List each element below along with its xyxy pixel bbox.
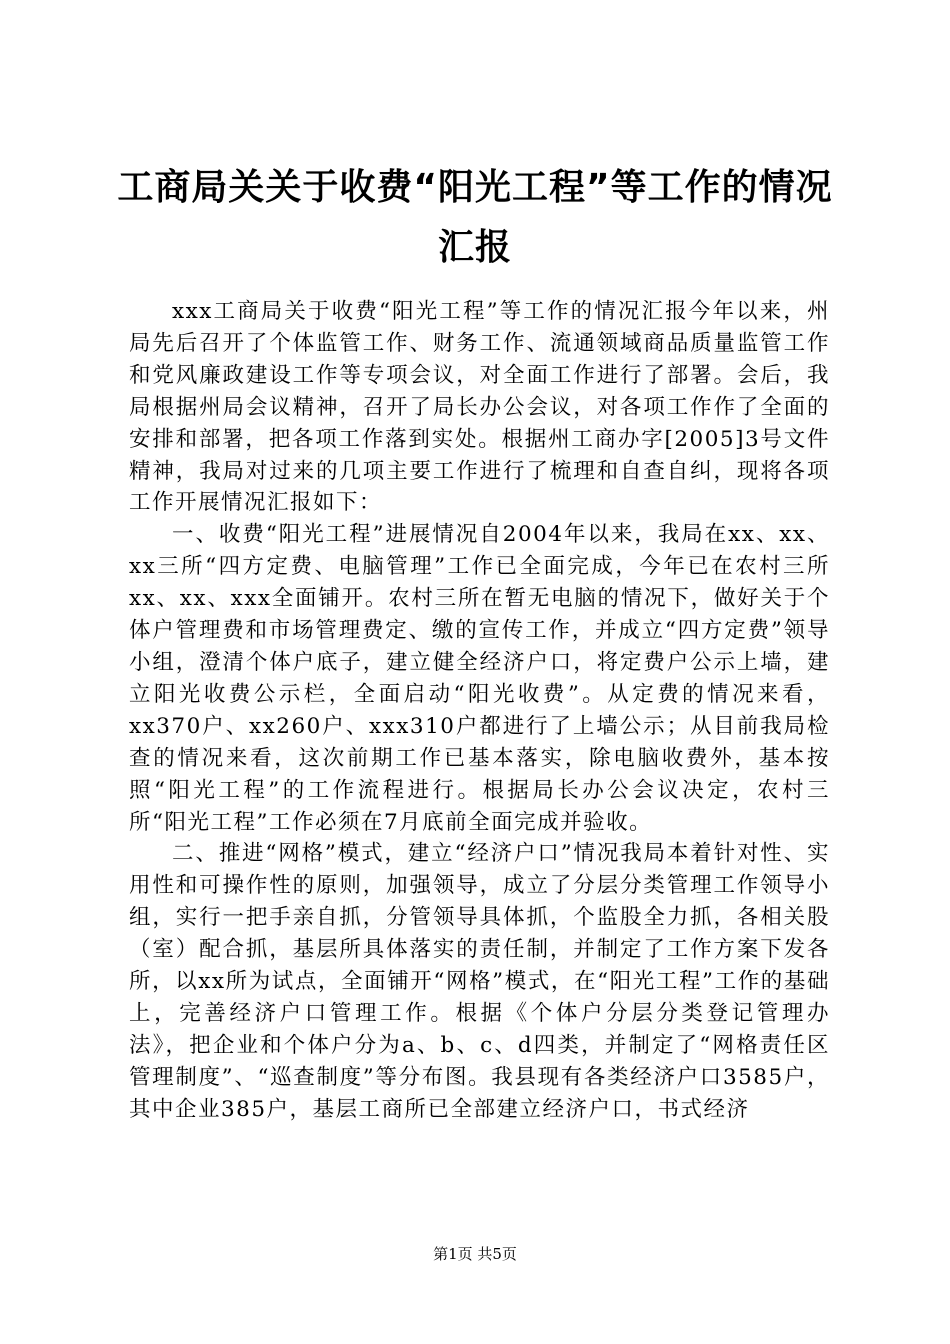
page-footer: 第1页 共5页	[433, 1245, 517, 1263]
document-title: 工商局关关于收费“阳光工程”等工作的情况汇报	[117, 167, 833, 268]
document-body	[129, 296, 830, 1126]
paragraph-intro: xxx工商局关于收费“阳光工程”等工作的情况汇报今年以来，州局先后召开了个体监管工作、财务工作、流通领域商品质量监管工作和党风廉政建设工作等专项会议，对全面工作进行了部署。会后，我局根据州局会议精神，召开了局长办公会议，对各项工作作了全面的安排和部署，把各项工作落到实处。根据州工商办字[2005]3号文件精神，我局对过来的几项主要工作进行了梳理和自查自纠，现将各项工作开展情况汇报如下：	[129, 299, 830, 516]
paragraph-section-2: 二、推进“网格”模式，建立“经济户口”情况我局本着针对性、实用性和可操作性的原则，加强领导，成立了分层分类管理工作领导小组，实行一把手亲自抓，分管领导具体抓，个监股全力抓，各相关股（室）配合抓，基层所具体落实的责任制，并制定了工作方案下发各所，以xx所为试点，全面铺开“网格”模式，在“阳光工程”工作的基础上，完善经济户口管理工作。根据《个体户分层分类登记管理办法》，把企业和个体户分为a、b、c、d四类，并制定了“网格责任区管理制度”、“巡查制度”等分布图。我县现有各类经济户口3585户，其中企业385户，基层工商所已全部建立经济户口，书式经济	[129, 841, 830, 1122]
paragraph-section-1: 一、收费“阳光工程”进展情况自2004年以来，我局在xx、xx、xx三所“四方定费、电脑管理”工作已全面完成，今年已在农村三所xx、xx、xxx全面铺开。农村三所在暂无电脑的情况下，做好关于个体户管理费和市场管理费定、缴的宣传工作，并成立“四方定费”领导小组，澄清个体户底子，建立健全经济户口，将定费户公示上墙，建立阳光收费公示栏，全面启动“阳光收费”。从定费的情况来看，xx370户、xx260户、xxx310户都进行了上墙公示；从目前我局检查的情况来看，这次前期工作已基本落实，除电脑收费外，基本按照“阳光工程”的工作流程进行。根据局长办公会议决定，农村三所“阳光工程”工作必须在7月底前全面完成并验收。	[129, 522, 830, 835]
